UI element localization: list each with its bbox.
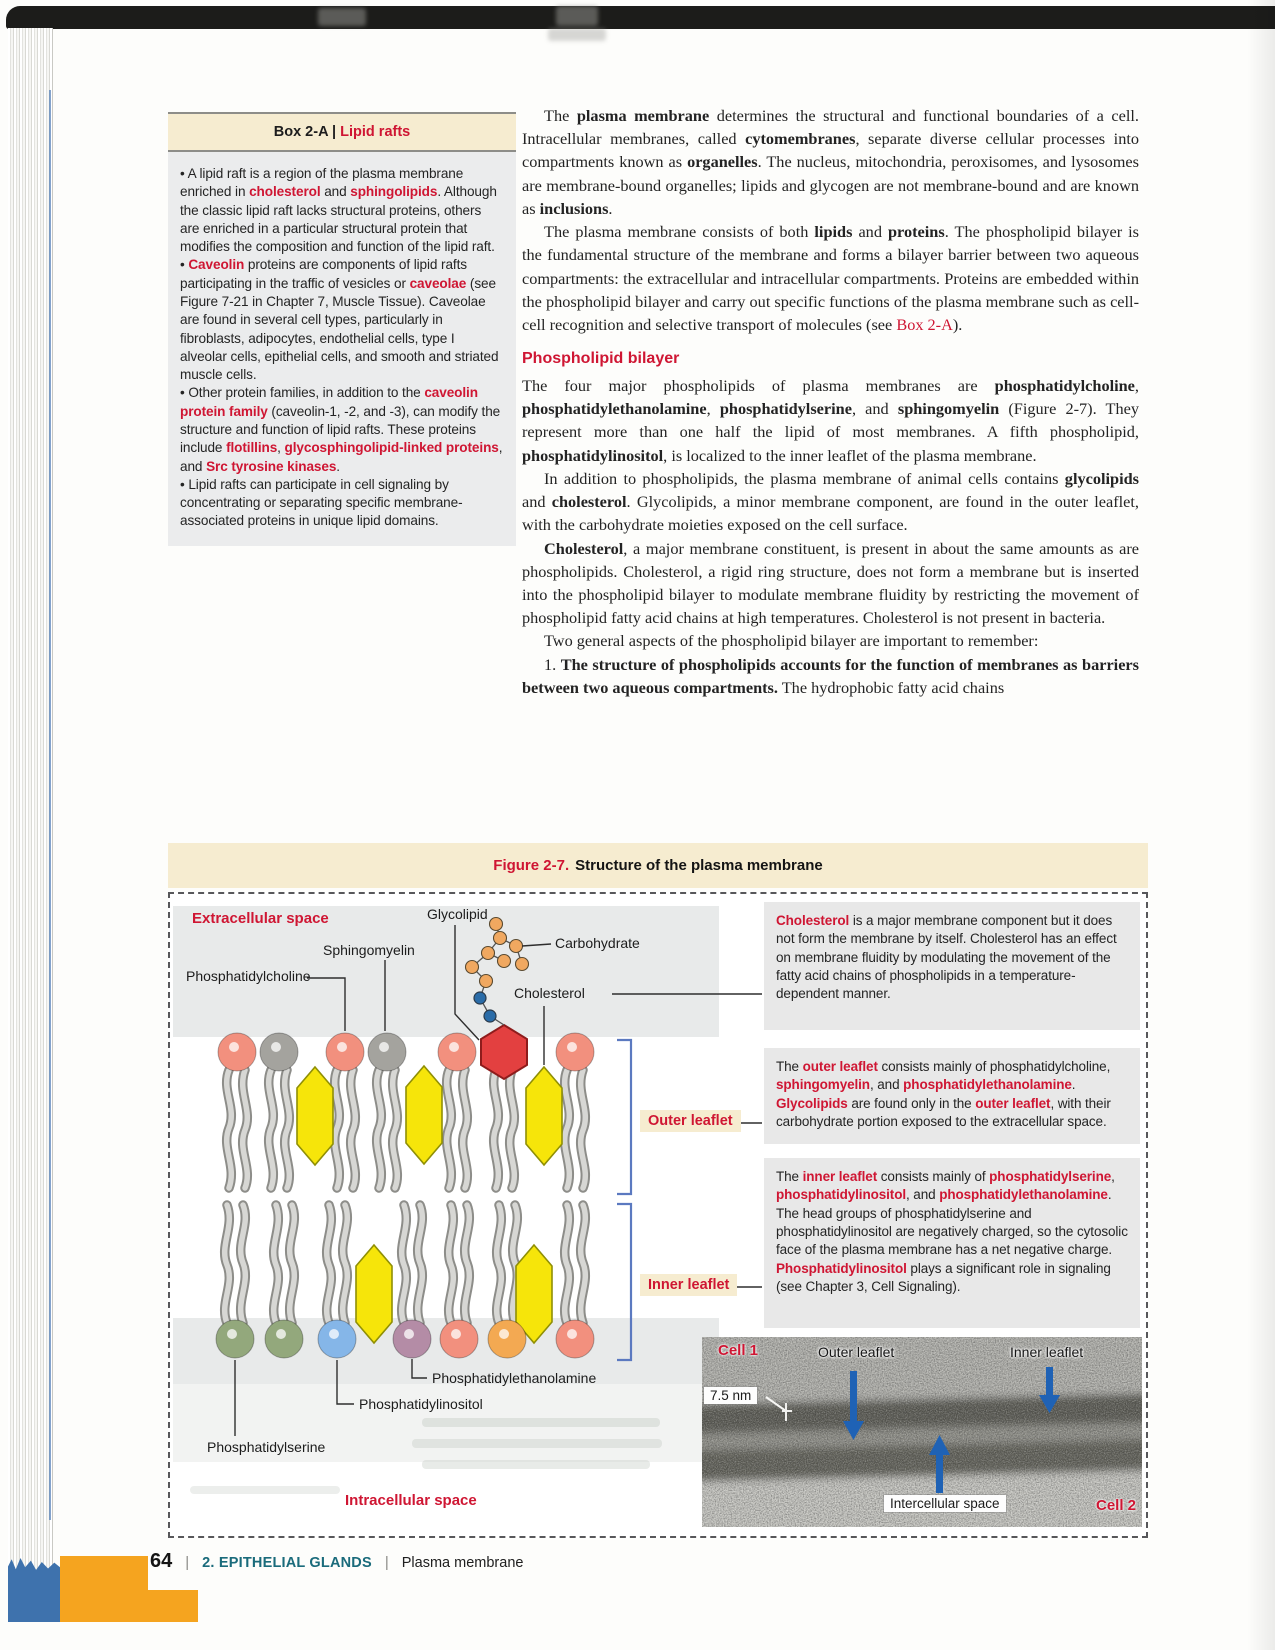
footer-separator: | bbox=[384, 1554, 389, 1571]
paragraph: Cholesterol, a major membrane constituent, is present in about the same amounts as are phospholipids. Cholesterol, a rigid ring structure, does not form a membrane but is inserted into the phospholipid bilayer to modulate membrane fluidity by restricting the movement of phospholipid fatty acid chains at high temperatures. Cholesterol is not present in bacteria. bbox=[522, 538, 1139, 628]
leaflet-brackets bbox=[617, 1040, 631, 1360]
page-footer bbox=[150, 1550, 523, 1573]
page-number: 64 bbox=[150, 1550, 173, 1572]
box-bullet: • Other protein families, in addition to the caveolin protein family (caveolin-1, -2, and -3), can modify the structure and function of lipid rafts. These proteins include flotillins, glycosphingolipid-linked proteins, and Src tyrosine kinases. bbox=[180, 385, 503, 474]
label-glycolipid: Glycolipid bbox=[427, 906, 488, 922]
section-heading: Phospholipid bilayer bbox=[522, 350, 680, 368]
footer-section: Plasma membrane bbox=[401, 1555, 524, 1571]
footer-separator: | bbox=[185, 1554, 190, 1571]
label-scale-7-5-nm: 7.5 nm bbox=[704, 1387, 757, 1404]
label-phosphatidylcholine: Phosphatidylcholine bbox=[186, 968, 311, 984]
label-sphingomyelin: Sphingomyelin bbox=[323, 942, 415, 958]
label-extracellular-space: Extracellular space bbox=[192, 910, 329, 927]
scan-smudge bbox=[556, 6, 598, 26]
scan-smudge bbox=[318, 8, 366, 26]
figure-title: Structure of the plasma membrane bbox=[575, 857, 823, 874]
label-cell-1: Cell 1 bbox=[718, 1342, 759, 1359]
page-right-shadow bbox=[1247, 0, 1275, 1650]
textbox-outer-leaflet: The outer leaflet consists mainly of phosphatidylcholine, sphingomyelin, and phosphatidylethanolamine. Glycolipids are found only in the outer leaflet, with their carbohydrate portion exposed to the extracellular space. bbox=[764, 1048, 1140, 1144]
paragraph: 1. The structure of phospholipids accounts for the function of membranes as barriers between two aqueous compartments. The hydrophobic fatty acid chains bbox=[522, 654, 1139, 697]
label-em-inner-leaflet: Inner leaflet bbox=[1010, 1344, 1084, 1360]
paragraph: The plasma membrane determines the structural and functional boundaries of a cell. Intracellular membranes, called cytomembranes, separate diverse cellular processes into compartments known as organelles. The nucleus, mitochondria, peroxisomes, and lysosomes are membrane-bound organelles; lipids and glycogen are not membrane-bound and are known as inclusions. bbox=[522, 106, 1140, 218]
label-inner-leaflet: Inner leaflet bbox=[640, 1274, 737, 1296]
scan-smudge bbox=[548, 28, 606, 41]
label-carbohydrate: Carbohydrate bbox=[555, 935, 640, 951]
main-text-column bbox=[522, 104, 1139, 699]
figure-number: Figure 2-7. bbox=[493, 857, 570, 874]
textbox-inner-leaflet: The inner leaflet consists mainly of phosphatidylserine, phosphatidylinositol, and phosphatidylethanolamine. The head groups of phosphatidylserine and phosphatidylinositol are negatively charged, so the cytosolic face of the plasma membrane has a net negative charge. Phosphatidylinositol plays a significant role in signaling (see Chapter 3, Cell Signaling). bbox=[764, 1158, 1140, 1328]
paragraph: The four major phospholipids of plasma membranes are phosphatidylcholine, phosphatidylethanolamine, phosphatidylserine, and sphingomyelin (Figure 2-7). They represent more than one half the lipid of most membranes. A fifth phospholipid, phosphatidylinositol, is localized to the inner leaflet of the plasma membrane. bbox=[522, 375, 1140, 465]
label-outer-leaflet: Outer leaflet bbox=[640, 1110, 741, 1132]
label-phosphatidylinositol: Phosphatidylinositol bbox=[359, 1396, 483, 1412]
box-bullet: • A lipid raft is a region of the plasma membrane enriched in cholesterol and sphingolipids. Although the classic lipid raft lacks structural proteins, others are enriched in a particular structural protein that modifies the composition and function of the lipid raft. bbox=[180, 166, 497, 255]
outer-leaflet-heads bbox=[218, 1033, 594, 1071]
label-cholesterol: Cholesterol bbox=[514, 985, 585, 1001]
box-bullet: • Caveolin proteins are components of lipid rafts participating in the traffic of vesicles or caveolae (see Figure 7-21 in Chapter 7, Muscle Tissue). Caveolae are found in several cell types, particularly in fibroblasts, adipocytes, endothelial cells, type I alveolar cells, epithelial cells, and smooth and striated muscle cells. bbox=[180, 257, 499, 383]
scan-top-edge bbox=[6, 6, 1275, 29]
chapter-tab bbox=[60, 1556, 148, 1622]
box-header bbox=[168, 112, 516, 152]
label-intercellular-space: Intercellular space bbox=[884, 1495, 1006, 1512]
box-body bbox=[168, 152, 516, 546]
figure-2-7 bbox=[168, 892, 1148, 1538]
chapter-tab-step bbox=[148, 1590, 198, 1622]
label-phosphatidylethanolamine: Phosphatidylethanolamine bbox=[432, 1370, 597, 1386]
paragraph: Two general aspects of the phospholipid bilayer are important to remember: bbox=[544, 631, 1039, 651]
label-intracellular-space: Intracellular space bbox=[345, 1492, 477, 1509]
footer-chapter: 2. EPITHELIAL GLANDS bbox=[202, 1555, 372, 1571]
paragraph: The plasma membrane consists of both lipids and proteins. The phospholipid bilayer is the fundamental structure of the membrane and forms a bilayer barrier between two aqueous compartments: the extracellular and intracellular compartments. Proteins are embedded within the phospholipid bilayer and carry out specific functions of the plasma membrane such as cell-cell recognition and selective transport of molecules (see Box 2-A). bbox=[522, 222, 1139, 334]
box-bullet: • Lipid rafts can participate in cell signaling by concentrating or separating specific membrane-associated proteins in unique lipid domains. bbox=[180, 476, 463, 529]
figure-caption bbox=[168, 843, 1148, 888]
label-cell-2: Cell 2 bbox=[1096, 1497, 1137, 1514]
electron-micrograph bbox=[702, 1337, 1142, 1527]
box-header-prefix: Box 2-A | bbox=[273, 124, 341, 140]
sidebar-box-lipid-rafts bbox=[168, 112, 516, 546]
paragraph: In addition to phospholipids, the plasma membrane of animal cells contains glycolipids and cholesterol. Glycolipids, a minor membrane component, are found in the outer leaflet, with the carbohydrate moieties exposed on the cell surface. bbox=[522, 468, 1140, 535]
book-page-edges bbox=[8, 28, 53, 1622]
box-header-title: Lipid rafts bbox=[340, 124, 411, 140]
label-em-outer-leaflet: Outer leaflet bbox=[818, 1344, 895, 1360]
label-phosphatidylserine: Phosphatidylserine bbox=[207, 1439, 326, 1455]
scan-blue-line bbox=[49, 90, 51, 1520]
textbox-cholesterol: Cholesterol is a major membrane component but it does not form the membrane by itself. Cholesterol has an effect on membrane fluidity by modulating the movement of the fatty acid chains of phospholipids in a temperature-dependent manner. bbox=[764, 902, 1140, 1030]
